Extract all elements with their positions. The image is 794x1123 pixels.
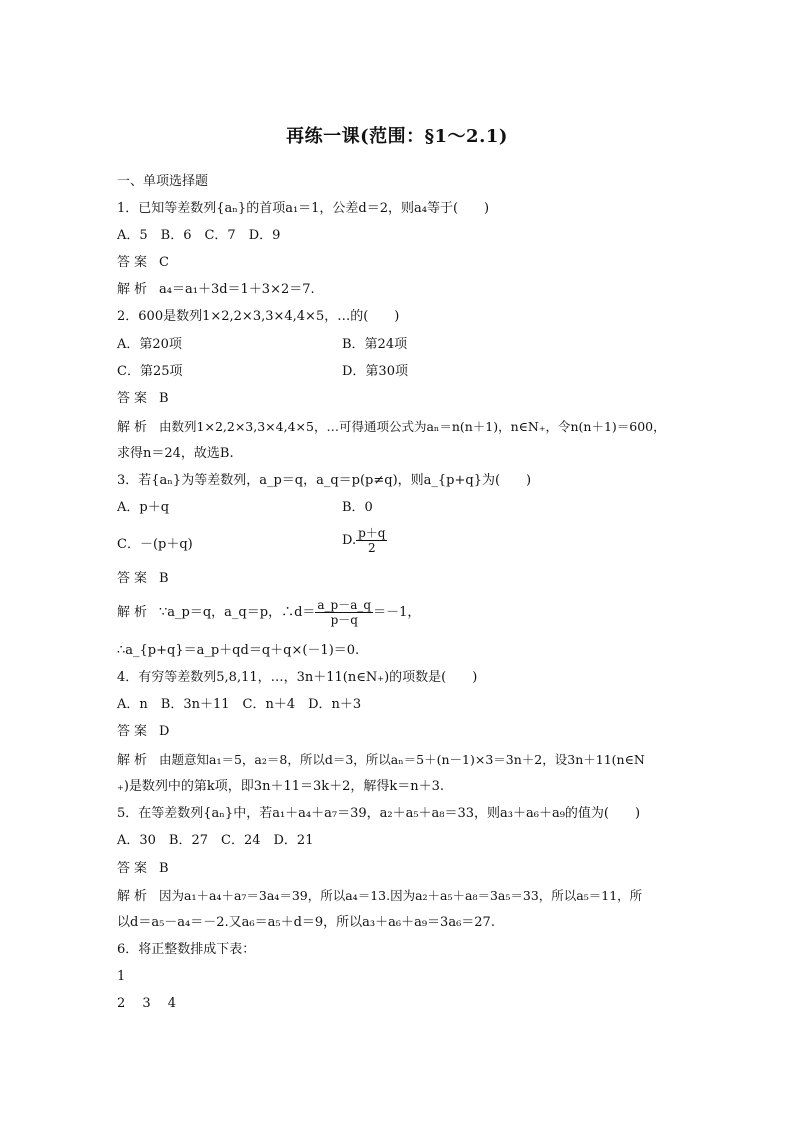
q5-analysis-text-1: 因为a₁＋a₄＋a₇＝3a₄＝39，所以a₄＝13.因为a₂＋a₅＋a₈＝3a₅＝33，所以a₅＝11，所 bbox=[159, 888, 643, 903]
analysis-label: 解析 bbox=[117, 605, 152, 620]
analysis-label: 解析 bbox=[117, 282, 152, 297]
q3-option-c: C．－(p＋q) bbox=[117, 537, 193, 552]
q3-option-a: A．p＋q bbox=[117, 500, 170, 515]
analysis-label: 解析 bbox=[117, 753, 152, 768]
fraction-numerator: p＋q bbox=[358, 526, 386, 540]
q4-options: A．n B．3n＋11 C．n＋4 D．n＋3 bbox=[117, 697, 362, 712]
q2-analysis-text-2: 求得n＝24，故选B. bbox=[117, 446, 234, 461]
analysis-label: 解析 bbox=[117, 420, 152, 435]
fraction-denominator: p－q bbox=[330, 613, 358, 627]
q3-answer bbox=[117, 570, 169, 588]
fraction-numerator: a_p－a_q bbox=[317, 598, 372, 612]
q5-answer bbox=[117, 860, 169, 878]
q2-option-c: C．第25项 bbox=[117, 364, 183, 379]
q2-analysis-text-1: 由数列1×2,2×3,3×4,4×5，…可得通项公式为aₙ＝n(n＋1)，n∈N₊，令n(n＋1)＝600， bbox=[159, 419, 666, 434]
q5-options: A．30 B．27 C．24 D．21 bbox=[117, 833, 314, 848]
q1-analysis-text: a₄＝a₁＋3d＝1＋3×2＝7. bbox=[159, 282, 315, 297]
q3-analysis-text-a: ∵a_p＝q，a_q＝p，∴d＝ bbox=[159, 605, 316, 620]
q5-analysis-text-2: 以d＝a₅－a₄＝－2.又a₆＝a₅＋d＝9，所以a₃＋a₆＋a₉＝3a₆＝27. bbox=[117, 915, 495, 930]
q4-analysis-text-2: ₊)是数列中的第k项，即3n＋11＝3k＋2，解得k＝n＋3. bbox=[117, 779, 445, 794]
section-heading: 一、单项选择题 bbox=[117, 174, 209, 189]
q1-stem: 1．已知等差数列{aₙ}的首项a₁＝1，公差d＝2，则a₄等于( ) bbox=[117, 201, 490, 216]
q4-analysis bbox=[117, 751, 645, 770]
q3-answer-value: B bbox=[159, 571, 169, 586]
q1-options: A．5 B．6 C．7 D．9 bbox=[117, 228, 281, 243]
q4-analysis-text-1: 由题意知a₁＝5，a₂＝8，所以d＝3，所以aₙ＝5＋(n－1)×3＝3n＋2，设3n＋11(n∈N bbox=[159, 752, 645, 767]
q6-table-row-1: 1 bbox=[117, 969, 126, 984]
q3-analysis bbox=[117, 598, 420, 627]
q2-stem: 2．600是数列1×2,2×3,3×4,4×5，…的( ) bbox=[117, 309, 400, 324]
q2-analysis bbox=[117, 418, 666, 437]
q6-stem: 6．将正整数排成下表： bbox=[117, 942, 256, 957]
page-title: 再练一课(范围：§1～2.1) bbox=[286, 126, 508, 147]
q2-option-d: D．第30项 bbox=[342, 364, 408, 379]
q2-answer-value: B bbox=[159, 391, 169, 406]
fraction-denominator: 2 bbox=[367, 541, 376, 555]
q4-answer bbox=[117, 723, 169, 741]
q5-analysis bbox=[117, 887, 642, 906]
answer-label: 答案 bbox=[117, 571, 152, 586]
q6-table-row-2: 2 3 4 bbox=[117, 996, 177, 1011]
q3-option-d-prefix: D. bbox=[342, 533, 357, 548]
q4-stem: 4．有穷等差数列5,8,11，…，3n＋11(n∈N₊)的项数是( ) bbox=[117, 670, 478, 685]
analysis-label: 解析 bbox=[117, 889, 152, 904]
answer-label: 答案 bbox=[117, 861, 152, 876]
q3-analysis-text-2: ∴a_{p+q}＝a_p＋qd＝q＋q×(－1)＝0. bbox=[117, 643, 360, 658]
answer-label: 答案 bbox=[117, 724, 152, 739]
q1-answer-value: C bbox=[159, 255, 169, 270]
q2-option-b: B．第24项 bbox=[342, 337, 408, 352]
q3-option-d bbox=[342, 526, 387, 555]
q2-answer bbox=[117, 390, 169, 408]
q5-stem: 5．在等差数列{aₙ}中，若a₁＋a₄＋a₇＝39，a₂＋a₅＋a₈＝33，则a₃＋a₆＋a₉的值为( ) bbox=[117, 806, 641, 821]
q2-option-a: A．第20项 bbox=[117, 337, 182, 352]
q1-analysis bbox=[117, 281, 315, 299]
answer-label: 答案 bbox=[117, 391, 152, 406]
q3-option-b: B．0 bbox=[342, 500, 373, 515]
q1-answer bbox=[117, 254, 169, 272]
answer-label: 答案 bbox=[117, 255, 152, 270]
q4-answer-value: D bbox=[159, 724, 170, 739]
q3-option-d-fraction bbox=[356, 526, 387, 555]
q3-analysis-fraction bbox=[315, 598, 373, 627]
q3-analysis-text-b: ＝－1， bbox=[373, 605, 421, 620]
q3-stem: 3．若{aₙ}为等差数列，a_p＝q，a_q＝p(p≠q)，则a_{p+q}为( ) bbox=[117, 473, 532, 488]
q5-answer-value: B bbox=[159, 861, 169, 876]
